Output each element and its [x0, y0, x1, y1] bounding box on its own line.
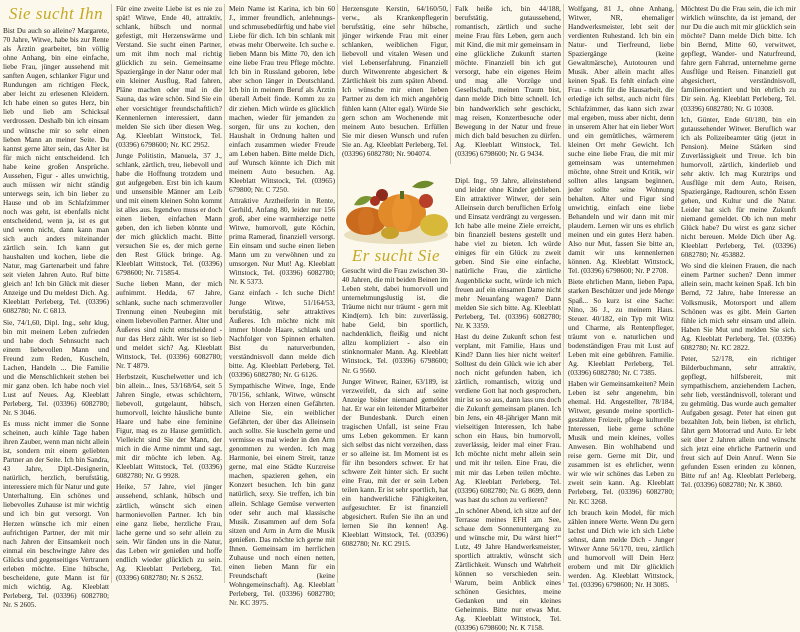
ad-text: Sympathische Witwe, Inge, Ende 70/156, schlank, Witwe, wünscht sich von Herzen einen Gefährten. Alleine Sie, ein weiblicher Gefährten, der über das Alleinsein auch sollte. Sie kuscheln gerne und vermisse es mal wieder in den Arm genommen zu werden. Ich mag Harmonie, bei einem Streit, tanze gerne, mal eine Städte Kurzreise machen, spazieren gehen, ein Konzert besuchen. Ich bin ganz natürlich, sexy. Sie treffen, ich bin allein. Schlage Gemüse verwerten oder sehr auch mal klassische Musik. Zusammen auf dem Sofa sitzen und Arm in Arm die Musik genießen. Das möchte ich gerne mit Ihnen. Gemeinsam im herrlichen Zuhause und noch einen netten, einen lieben Mann für ein Freundschaft (keine Wohngemeinschaft). Ag. Kleeblatt Perleberg, Tel. (03396) 6082780; Nr. KC 3975.	[229, 380, 335, 608]
ad-text: Sie, 74/1,60, Dipl. Ing., sehr klug, bin mit meinem Leben zufrieden und habe doch Sehnsucht nach einem liebevollen Mann und Freund zum Reden, Kuscheln, Lachen, Handeln ... Die Familie und die Menschlichkeit stehen bei mir ganz oben. Ich habe noch viel Lust auf Neues. Ag. Kleeblatt Perleberg, Tel. (03396) 6082780; Nr. S 3046.	[3, 317, 109, 417]
ad-text: Haben wir Gemeinsamkeiten? Mein Leben ist sehr angenehm, bin ehemal. Hd. Angestellter, 78/184, Witwer, gesunde meine sportlich-gestaltete Freizeit, pflege kulturelle Interessen, liebe gerne schöne Musik und mein kleines, volles Anwesen. Bin wohlhabend und reise gern. Gerne mit Dir, und zusammen ist es ehrlicher, wenn wir wie wir schönes das Leben zu zweit sein kann. Ag. Kleeblatt Perleberg, Tel. (03396) 6082780; Nr. KC 3268.	[568, 378, 674, 506]
column-6	[568, 4, 674, 589]
rubric-sie-sucht-ihn: Sie sucht Ihn	[8, 4, 104, 23]
ad-text: Herzensgute Kerstin, 64/160/50, verw., als Krankenpflegerin berufstätig, eine sehr hübsche, jünger wirkende Frau mit einer schlanken, weiblichen Figur, liebevoll und vitalen Wesen und viel Lebenserfahrung. Finanziell durch Witwenrente abgesichert & Zärtlichkeit bis zum späten Abend. Ich wünsche mir einen lieben Partner zu dem ich mich angehörig fühlen kann (Alter egal). Würde Sie gern schon am Wochenende mit meinem Auto besuchen. Erfüllen Sie mir diesen Wunsch und rufen Sie an. Ag. Kleeblatt Perleberg, Tel. (03396) 6082780; Nr. 904074.	[342, 4, 448, 158]
ad-text: Mein Name ist Karina, ich bin 60 J., immer freundlich, anlehnungs- und schmusebedürftig und habe viel Liebe für dich. Ich bin schlank mit etwas mehr Oberweite. Ich suche e. lieben Mann bis Mitte 70, den ich eine liebe Frau treu Pflege möchte. Ich bin in Russland geboren, lebe aber schon länger in Deutschland. Ich bin in meinem Beruf als Ärztin überall Arbeit finde. Komm zu zu dir ziehen. Mich würde es glücklich machen, wieder für jemanden zu sorgen, für uns zu kochen, den Haushalt in Ordnung halten und einfach zusammen wieder Freude am Leben haben. Bitte melde Dich, auf Wunsch könnte ich Dich mit meinem Auto besuchen. Ag. Kleeblatt Wittstock, Tel. (03965) 679800; Nr. C 7250.	[229, 4, 335, 194]
ad-text: Ganz einfach - Ich suche Dich! Junge Witwe, 51/164/53, berufstätig, sehr attraktives Äußeres. Ich möchte nicht mit immer blonde Haare, schlank und Nachfolger von Spinnen erhalten. Bist du naturverbunden, verständnisvoll dann melde dich bitte. Ag. Kleeblatt Perleberg, Tel. (03396) 6082780; Nr. G 6126.	[229, 288, 335, 379]
ad-text: Dipl. Ing., 59 Jahre, alleinstehend und leider ohne Kinder geblieben. Ein attraktiver Witwer, der sein Alleinsein durch beruflichen Erfolg und Einsatz verdrängt zu vergessen. Ich habe alle meine Ziele erreicht, bin finanziell bestens gestellt und habe viel zu bieten. Ich würde einiges für ein Glück zu zweit geben. Sind Sie eine einfache, natürliche Frau, die zärtliche Augenblicke sucht, würde ich mich freuen auf ein einsamen Dame nicht mehr Neuanfang wagen? Dann melden Sie sich bitte. Ag. Kleeblatt Perleberg, Tel. (03396) 6082780; Nr. K 3359.	[455, 176, 561, 330]
ad-text: Wolfgang, 81 J., ohne Anhang, Witwer, NR, ehemaliger Handwerksmeister, lebt seit der verdienten Ruhestand. Ich bin ein Natur- und Tierfreund, liebe Spaziergänge (keine Gewaltmärsche), Autotouren und Musik. Aber allein macht alles keinen Spaß. Es fehlt einfach eine Frau - nicht für die Hausarbeit, die erledige ich selbst, auch nicht fürs Schlafzimmer, das kann sich zwar mal ergeben, muss aber nicht, denn in unserem Alter hat ein lieber Wort und ein gemütliches, wärmerem kleinen Ort mehr Gewicht. Ich suche eine liebe Frau, die mit mir gemeinsam was unternehmen möchte, ohne Streit und Kritik, wir sollten alles langsam beginnen, jeder sollte seine Wohnung behalten. Alter und Figur sind unwichtig, einfach eine liebe Behandeln und wir dann mit mir plaudern. Lernen wir uns es ehrlich meinen und ein gutes Herz haben. Also nur Mut, fassen Sie bitte an, damit wir uns kennenlernen können. Ag. Kleeblatt Wittstock, Tel. (03396) 6798600; Nr. P 2708.	[568, 4, 674, 276]
ad-text: Möchtest Du die Frau sein, die ich mir wirklich wünschte, da ist jemand, der nur Du die auch mit mir glücklich sein möchte? Dann melde Dich bitte. Ich bin Bernd, Mitte 60, verwitwet, gepflegt, Wander- und Naturfreund, fahre gern Fahrrad, unternehme gerne Ausflüge und Reisen. Finanziell gut abgesichert, verständnisvoll, familienorientiert und bin ehrlich zu Dir sein. Ag. Kleeblatt Perleberg, Tel. (03396) 6082780; Nr. G 10308.	[681, 4, 796, 113]
rubric-er-sucht-sie: Er sucht Sie	[351, 246, 441, 265]
ad-text: Gesucht wird die Frau zwischen 30-40 Jahren, die mit beiden Beinen im Leben steht, dabei humorvoll und unternehmungslustig ist, die Träume nicht nur träumt - gern mit Kind(ern). Ich bin: zuverlässig, habe Geld, bin sportlich, nachdenklich, fleißig und nicht allzu kompliziert - also ein stinknormaler Mann. Ag. Kleeblatt Wittstock, Tel. (03396) 6798600; Nr. G 9560.	[342, 266, 448, 375]
column-divider	[111, 4, 112, 583]
column-divider	[563, 4, 564, 583]
ad-text: Für eine zweite Liebe ist es nie zu spät! Witwe, Ende 40, attraktiv, schlank, hübsch und normal gefestigt, mit Herzenswärme und Verstand. Sie sucht einen Partner, um mit ihm noch mal richtig glücklich zu sein. Gemeinsame Spaziergänge in der Natur oder mal ein kleiner Ausflug, Rad fahren, Pläne machen oder mal in die Sauna, das wäre schön. Sind Sie ein eher vorsichtiger freundschaftlich? Kennenlernen interessiert, dann melden Sie sich über diesen Weg. Ag. Kleeblatt Wittstock, Tel. (03396) 6798600; Nr. KC 2952.	[116, 4, 222, 149]
column-divider	[450, 4, 451, 164]
ad-text: Attraktive Arztheiferin in Rente, Gerhild, Anfang 80, leider nur 156 groß, aber eine warmherzige nette Witwe, humorvoll, gute Köchin, prima Ramerad, finanziell versorgt. Ein einsam und suche einen lieben Mann um zu verwöhnen und zu umsorgen. Nur Mut! Ag. Kleeblatt Wittstock, Tel. (03396) 6082780; Nr. K 5373.	[229, 195, 335, 287]
column-divider	[337, 4, 338, 583]
ad-text: Falk heiße ich, bin 44/188, berufstätig, gutaussehend, romantisch, zärtlich und suche meine Frau fürs Leben, gern auch mit Kind, die mit mir gemeinsam in eine glückliche Zukunft starten möchte. Finanziell bin ich gut versorgt, habe ein eigenes Heim und mag alle Vorzüge und Gesellschaft, meinen Traum bist, dann melde Dich bitte schnell. Ich bin handwerklich sehr geschickt, mag reisen, Konzertbesuche oder Bewegung in der Natur und freue mich dich bald besuchen zu dürfen. Ag. Kleeblatt Wittstock, Tel. (03396) 6798600; Nr. G 9434.	[455, 4, 561, 158]
column-4-bottom	[342, 266, 448, 583]
column-3	[229, 4, 335, 608]
column-divider	[450, 266, 451, 583]
ad-text: Es muss nicht immer die Sonne scheinen, auch kühle Tage haben ihren Zauber, wenn man nicht allein ist, sondern mit einem geliebten Partner an der Seite. Ich bin Sandra, 43 Jahre, Dipl.-Designerin, natürlich, herzlich, berufstätig, interessiere mich für Natur und gute Unterhaltung. Ein schönes und liebevolles Zuhause ist mir wichtig und ich bin gut versorgt. Von Herzen wünsche ich mir einen aufrichtigen Partner, der mit mir nach Jahren der Einsamkeit noch einmal ein beschwingte Jahre des Glücks und gegenseitiges Vertrauen erleben möchte. Eine hübsche, bescheidene, gute Mann ist für mich wichtig. Ag. Kleeblatt Perleberg, Tel. (03396) 6082780; Nr. S 2605.	[3, 419, 109, 609]
ad-text: Heike, 57 Jahre, viel jünger aussehend, schlank, hübsch und zärtlich, wünscht sich einen harmonievollen Partner. Ich bin eine ganz liebe, herzliche Frau, lache gerne und so sehr allein zu sein. Wir fänden uns in die Natur, das Leben wir genießen und hoffe endlich wieder glücklich zu sein. Ag. Kleeblatt Perleberg, Tel. (03396) 6082780; Nr. S 2652.	[116, 482, 222, 582]
column-divider	[676, 4, 677, 583]
ad-text: Suche lieben Mann, der mich aufnimmt. Hedda, 67 Jahre, schlank, suche nach schmerzvoller Trennung einen Neubeginn mit einem liebevollen Partner. Älter und Äußeres sind nicht entscheidend - nur das Herz zählt. Wer ist so lieb und meldet sich? Ag. Kleeblatt Wittstock, Tel. (03396) 6082780; Nr. T 4879.	[116, 279, 222, 370]
ad-text: „In schöner Abend, ich sitze auf der Terrasse meines EFH am See, schaue dem Sonnenuntergang zu und wünsche mir, Du wärst hier!“ Lutz, 49 Jahre Handwerksmeister, sportlich attraktiv, wünscht sich Zärtlichkeit. Wunsch und Wahrheit können so verschieden sein. Warum, beim Anblick eines schönen Gesichtes, meine Gedanken und ein kleines Geheimnis. Bitte nur etwas Mut. Ag. Kleeblatt Wittstock, Tel. (03396) 6798600; Nr. K 7158.	[455, 505, 561, 632]
column-4-top	[342, 4, 448, 168]
column-1	[3, 4, 109, 609]
ad-text: Wo sind die kleinen Frauen, die nach einem Partner suchen? Denn immer allein sein, macht keinen Spaß. Ich bin Bernd, 72 Jahre, habe Interesse an Volksmusik, Motorsport und allem Schönen was es gibt. Mein Garten fühle ich mich sehr einsam und allein. Haben Sie Mut und melden Sie sich. Ag. Kleeblatt Perleberg, Tel. (03396) 6082780; Nr. KC 2822.	[681, 261, 796, 352]
ad-text: Junge Politistin, Manuela, 37 J., schlank, zärtlich, treu, liebevoll und habe die Hoffnung trotzdem und gut aufgegeben. Erst bin ich kaum und unsensible Männer am Leib und mit einem kleinen Sohn kommt ist alles aus. Irgendwo muss er doch einen lieben, einfachen Mann geben, den ich lieben könnte und der mich glücklich macht. Bitte versuchen Sie es, der mich gerne den Rest Glück bringe. Ag. Kleeblatt Wittstock, Tel. (03396) 6798600; Nr. 715854.	[116, 150, 222, 278]
rubric-box	[342, 246, 450, 264]
ad-text: Hast du deine Zukunft schon fest verplant, mit Familie, Haus und Kind? Dann lies hier nicht weiter! Solltest du dein Glück wie ich aber noch nicht gefunden haben, ich zärtlich, romantisch, witzig und verdiene Gott hat noch gesprochen, mir ist so so aus, dann lass uns doch die Zukunft gemeinsam planen. Ich bin Jens, ein 48-jähriger Mann mit vielseitigen Interessen, Ich habe schon ein Haus, bin humorvoll, zuverlässig, leider mal einer Frau. Ich möchte nicht mehr allein sein und mit ihr teilen. Eine Frau, die mit mir das Leben teilen möchte. Ag. Kleeblatt Perleberg, Tel. (03396) 6082780; Nr. G 8699, denn was hast du schon zu verlieren?	[455, 331, 561, 504]
column-5-bottom	[455, 176, 561, 632]
harvest-illustration	[342, 165, 450, 245]
ad-text: Ich, Günter, Ende 60/180, bin ein gutaussehender Witwer. Beruflich war ich als Polizeibeamter tätig (jetzt in Pension). Meine Stärken sind Zuverlässigkeit und Treue. Ich bin humorvoll, zärtlich, kinderlieb und sehr aktiv. Ich mag Kurztrips und Ausflüge mit dem Auto, Reisen, Spaziergänge, Radtouren, schön Essen gehen, und Kultur und die Natur. Leider hat sich für meine Zukunft niemand gemeldet. Ob ich nun mehr Glück habe? Du wirst es ganz sicher nicht bereuen. Melde Dich über Ag. Kleeblatt Perleberg, Tel. (03396) 6082780; Nr. 453882.	[681, 114, 796, 260]
harvest-fruit-image	[342, 165, 450, 245]
column-7	[681, 4, 796, 583]
ad-text: Ich brauch kein Model, für mich zählen innere Werte. Wenn Du gern lachst und Dich wie ich sich Liebe sehnst, dann melde Dich - Junger Witwer Anne 56/170, treu, zärtlich und humorvoll will Dein Herz erobern und mit Dir glücklich werden. Ag. Kleeblatt Wittstock, Tel. (03396) 6798600; Nr. H 3085.	[568, 507, 674, 589]
ad-text: Peter, 52/178, ein richtiger Bilderbuchmann, sehr attraktiv, gepflegt, hilfsbereit, mit sympathischem, anziehendem Lachen, sehr lieb, verständnisvoll, tolerant und zu gehmütig. Das wurde auch gemalter Aufgaben gesagt. Peter hat einen gut bezahlten Job, bein lieben, ist ehrlich, fährt gern Motorrad und Auto. Er lebt seit über 2 Jahren allein und wünscht sich jetzt eine ehrliche Partnerin und freut sich auf Dein Anruf. Wenn Sie gefunden Essen erinden zu können, Bitte ruf an! Ag. Kleeblatt Perleberg, Tel. (03396) 6082780; Nr. K 3860.	[681, 353, 796, 490]
ad-text: Bist Du auch so alleine? Margarete, 70 Jahre, Witwe, habe bis zur Rente als Ärztin gearbeitet, bin völlig ohne Anhang, bin eine einfache, liebe Frau, jünger aussehend mit sanften Augen, schlanker Figur und Rundungen am richtigen Fleck, aber leicht zu erlesenen Kleidern. Ich habe einen so gutes Herz, bin lieb und lieb am Schicksal verdrossen. Deshalb bin ich einsam und wünsche mir so sehr einen lieben Mann an meiner Seite. Du kannst gerne älter sein, das Alter ist für mich nicht entscheidend. Ich habe keine großen Ansprüche. Aussehen, Figur - alles unwichtig, auch müssen wir nicht ständig unterwegs sein, ich bin lieber zu Hause und ob im Schlafzimmer noch was geht, ist ebenfalls nicht entscheidend, wenn ja, ist es gut und wenn nicht, dann kann man sich auch anders miteinander zärtlich sein. Ich kann gut haushalten und kochen, liebe die Natur, mag Gartenarbeit und fahre seit vielen Jahren Auto. Ruf bitte gleich an! Ich bin Glück mit dieser Anzeige und Du meldest Dich. Ag. Kleeblatt Perleberg, Tel. (03396) 6082780; Nr. C 6813.	[3, 26, 109, 316]
ad-text: Junger Witwer, Rainer, 63/189, ist verzweifelt, da sich auf seine Anzeige bisher niemand gemeldet hat. Er war ein leitender Mitarbeiter der Bundesbank. Durch einen tragischen Unfall, ist seine Frau ums Leben gekommen. Er kann sich selbst das nicht verzeihen, dass er so alleine ist. Im Moment ist es für ihn besonders schwer. Er hat schwere Zeit hinter sich. Er sucht eine Frau, mit der er sein Leben teilen kann. Er ist sehr sportlich, hat ein handwerkliche Fähigkeiten, aufgesuchter. Er ist finanziell abgesichert. Rufen Sie ihn an und lernen Sie ihn kennen! Ag. Kleeblatt Wittstock, Tel. (03396) 6082780; Nr. KC 2915.	[342, 376, 448, 549]
ad-text: Biete ehrlichen Mann, lieben Papa, starken Beschützer und jede Menge Spaß... So kurz ist eine Sache: Nino, 36 J., zu meinem Haus. Steuer. 40/182, ein Typ mit Witz und Charme, als Rentenpfleger, träumt von e. naturlichen und bodenständigen Frau mit Lust auf Leben mit eine gebühren. Familie. Ag. Kleeblatt Perleberg, Tel. (03396) 6082780; Nr. C 7385.	[568, 277, 674, 377]
column-divider	[224, 4, 225, 583]
ad-text: Herbstzeit, Kuschelwetter und ich bin allein... Ines, 53/168/64, seit 5 Jahren Single, etwas schüchtern, liebevoll, gutgelaunt, hübsch, humorvoll, leichte häusliche bunte Haare und habe eine feminine Figur, mag es zu Hause gemütlich. Vielleicht sind Sie der Mann, der mich in die Arme nimmt und sagt, mit dir möchte ich leben. Ag. Kleeblatt Wittstock, Tel. (03396) 6082780; Nr. G 9928.	[116, 371, 222, 481]
column-2	[116, 4, 222, 583]
column-5-top	[455, 4, 561, 164]
